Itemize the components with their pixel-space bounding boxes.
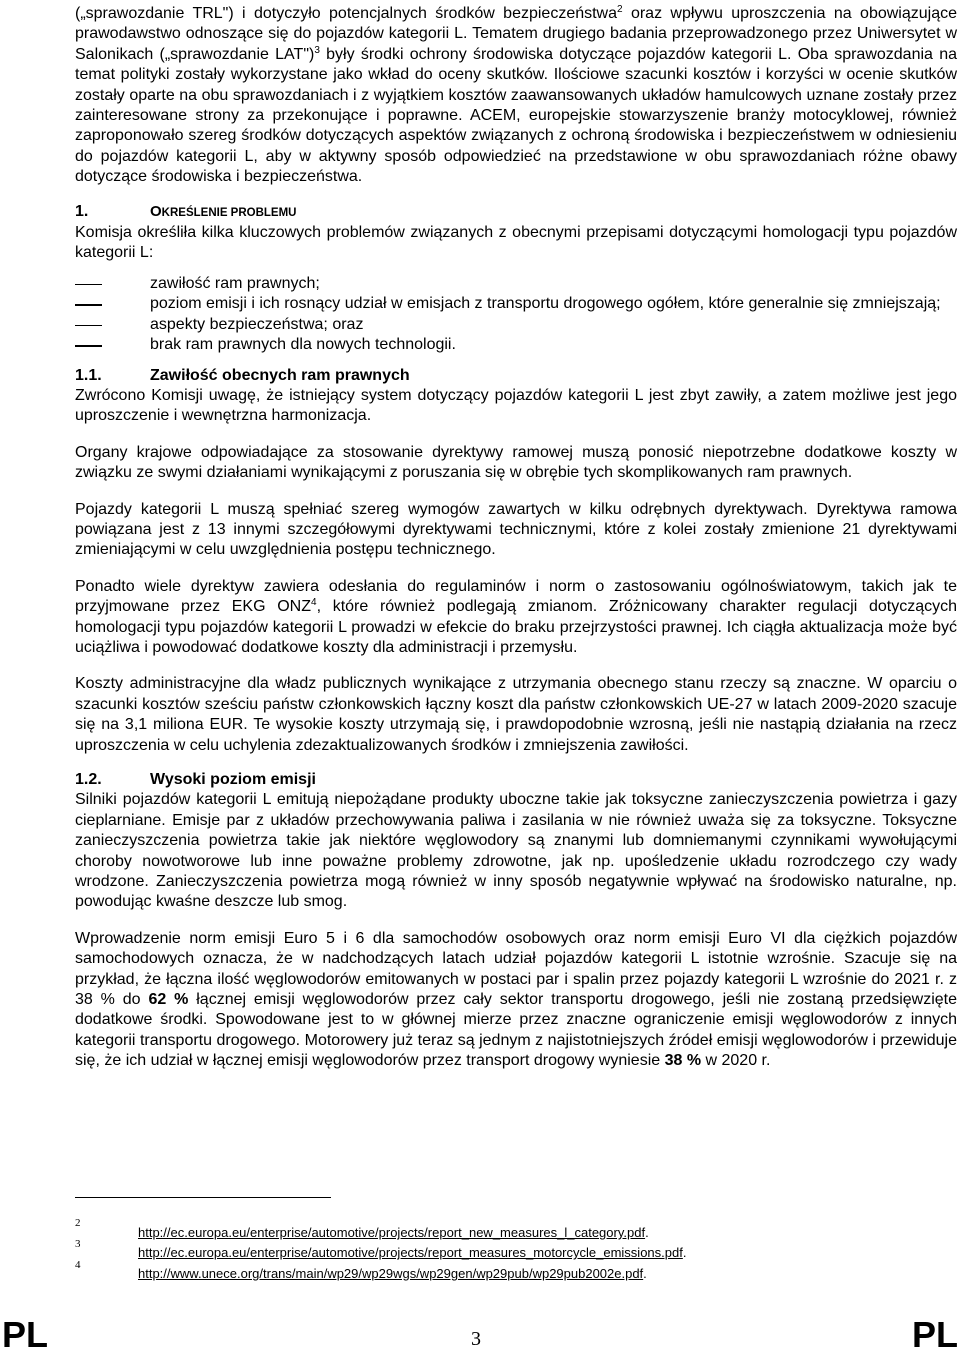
footnote-ref-3[interactable]: 3 <box>314 44 320 56</box>
footnote-separator <box>75 1197 331 1198</box>
section-1-lead: Komisja określiła kilka kluczowych problemów związanych z obecnymi przepisami dotyczącymi homologacji typu pojazdów kategorii L: <box>75 224 957 262</box>
list-item: zawiłość ram prawnych; <box>150 274 320 292</box>
paragraph: Organy krajowe odpowiadające za stosowanie dyrektywy ramowej muszą ponosić niepotrzebne dodatkowe koszty w związku ze swymi działaniami wynikającymi z poruszania się w obrębie tych skomplikowanych ram prawnych. <box>75 443 957 482</box>
footnote-number: 3 <box>75 1238 81 1250</box>
language-code-right: PL <box>911 1314 958 1355</box>
footnote-link[interactable]: http://ec.europa.eu/enterprise/automotive/projects/report_measures_motorcycle_emissions.pdf <box>138 1245 683 1260</box>
paragraph: Silniki pojazdów kategorii L emitują niepożądane produkty uboczne takie jak toksyczne zanieczyszczenia powietrza i gazy cieplarniane. Emisje par z układów przechowywania paliwa i zasilania w nie również uważa się za toksyczne. Toksyczne zanieczyszczenia powietrza takie jak niektóre węglowodory są znanymi lub domniemanymi czynnikami wywołującymi choroby nowotworowe lub inne poważne problemy zdrowotne, jak np. upośledzenie układu rozrodczego czy wady wrodzone. Zanieczyszczenia powietrza mogą również w inny sposób negatywnie wpływać na środowisko naturalne, np. powodując kwaśne deszcze lub smog. <box>75 791 957 911</box>
intro-paragraph: („sprawozdanie TRL") i dotyczyło potencjalnych środków bezpieczeństwa$^2$ oraz wpływu uproszczenia na obowiązujące prawodawstwo odnoszące się do pojazdów kategorii L. Tematem drugiego badania przeprowadzonego przez Uniwersytet w Salonikach („sprawozdanie LAT")$^3$ były środki ochrony środowiska dotyczące pojazdów kategorii L. Oba sprawozdania na temat polityki zostały wykorzystane jako wkład do oceny skutków. Ilościowe szacunki kosztów i korzyści w ocenie skutków zostały oparte na obu sprawozdaniach i z wyjątkiem kosztów zaawansowanych układów hamulcowych uznane zostały przez zainteresowane strony za przekonujące i poprawne. ACEM, europejskie stowarzyszenie branży motocyklowej, również zaproponowało szereg środków dotyczących aspektów związanych z ochroną środowiska i bezpieczeństwem w odniesieniu do pojazdów kategorii L, aby w aktywny sposób odpowiedzieć na przedstawione w obu sprawozdaniach różne obawy dotyczące środowiska i bezpieczeństwa. <box>75 4 957 186</box>
paragraph: Koszty administracyjne dla władz publicznych wynikające z utrzymania obecnego stanu rzeczy są znaczne. W oparciu o szacunki kosztów sześciu państw członkowskich łączny koszt dla państw członkowskich UE-27 w latach 2009-2020 szacuje się na 3,1 miliona EUR. Te wysokie koszty utrzymają się, i prawdopodobnie wzrosną, jeśli nie nastąpią działania na rzecz uproszczenia w celu uchylenia zdezaktualizowanych środków i zmniejszenia zawiłości. <box>75 675 957 754</box>
paragraph: Wprowadzenie norm emisji Euro 5 i 6 dla samochodów osobowych oraz norm emisji Euro VI dla ciężkich pojazdów samochodowych oznacza, że w nadchodzących latach udział pojazdów kategorii L istotnie wzrośnie. Szacuje się na przykład, że łączna ilość węglowodorów emitowanych w postaci par i spalin przez pojazdy kategorii L wzrośnie do 2021 r. z 38 % do 62 % łącznej emisji węglowodorów przez cały sektor transportu drogowego, jeśli nie zostaną przedsięwzięte dodatkowe środki. Spowodowane jest to w głównej mierze przez znaczne ograniczenie emisji węglowodorów z innych kategorii transportu drogowego. Motorowery już teraz są jednym z najistotniejszych źródeł emisji węglowodorów i przewiduje się, że ich udział w łącznej emisji węglowodorów przez transport drogowy wyniesie 38 % w 2020 r. <box>75 929 957 1070</box>
footnote-3: http://ec.europa.eu/enterprise/automotive/projects/report_measures_motorcycle_emissions.pdf. <box>138 1245 687 1260</box>
problem-list <box>75 274 957 356</box>
footnote-number: 4 <box>75 1259 81 1271</box>
section-1-2-heading: 1.2. Wysoki poziom emisji <box>75 771 316 788</box>
list-item: aspekty bezpieczeństwa; oraz <box>150 315 364 333</box>
footnote-2: http://ec.europa.eu/enterprise/automotive/projects/report_new_measures_l_category.pdf. <box>138 1225 649 1240</box>
paragraph: Ponadto wiele dyrektyw zawiera odesłania do regulaminów i norm o zastosowaniu ogólnoświatowym, takich jak te przyjmowane przez EKG ONZ$^4$, które również podlegają zmianom. Zróżnicowany charakter regulacji dotyczących homologacji typu pojazdów kategorii L prowadzi w efekcie do braku przejrzystości prawnej. Ich ciągła aktualizacja może być uciążliwa i powodować dodatkowe koszty dla administracji i przemysłu. <box>75 577 958 656</box>
footnote-link[interactable]: http://www.unece.org/trans/main/wp29/wp29wgs/wp29gen/wp29pub/wp29pub2002e.pdf <box>138 1266 644 1281</box>
footnote-4: http://www.unece.org/trans/main/wp29/wp29wgs/wp29gen/wp29pub/wp29pub2002e.pdf. <box>138 1266 647 1281</box>
footnote-ref-4[interactable]: 4 <box>311 597 317 609</box>
paragraph: Zwrócono Komisji uwagę, że istniejący system dotyczący pojazdów kategorii L jest zbyt zawiły, a zatem możliwe jest jego uproszczenie i wewnętrzna harmonizacja. <box>75 386 957 425</box>
page-footer <box>0 1314 960 1356</box>
footnote-number: 2 <box>75 1217 81 1229</box>
footnote-link[interactable]: http://ec.europa.eu/enterprise/automotive/projects/report_new_measures_l_category.pdf <box>138 1225 646 1240</box>
list-item: poziom emisji i ich rosnący udział w emisjach z transportu drogowego ogółem, które generalnie się zmniejszają; <box>150 295 941 313</box>
section-1-1-heading: 1.1. Zawiłość obecnych ram prawnych <box>75 366 410 384</box>
list-item: brak ram prawnych dla nowych technologii. <box>150 336 456 354</box>
footnote-ref-2[interactable]: 2 <box>617 4 623 15</box>
language-code-left: PL <box>2 1314 49 1355</box>
document-body <box>75 0 957 1072</box>
section-1-heading: 1. OKREŚLENIE PROBLEMU <box>75 202 297 220</box>
page-number: 3 <box>471 1328 481 1350</box>
paragraph: Pojazdy kategorii L muszą spełniać szereg wymogów zawartych w kilku odrębnych dyrektywach. Dyrektywa ramowa powiązana jest z 13 innymi szczegółowymi dyrektywami technicznymi, które z kolei zostały zmienione 21 dyrektywami zmieniającymi w celu uwzględnienia postępu technicznego. <box>75 500 957 559</box>
